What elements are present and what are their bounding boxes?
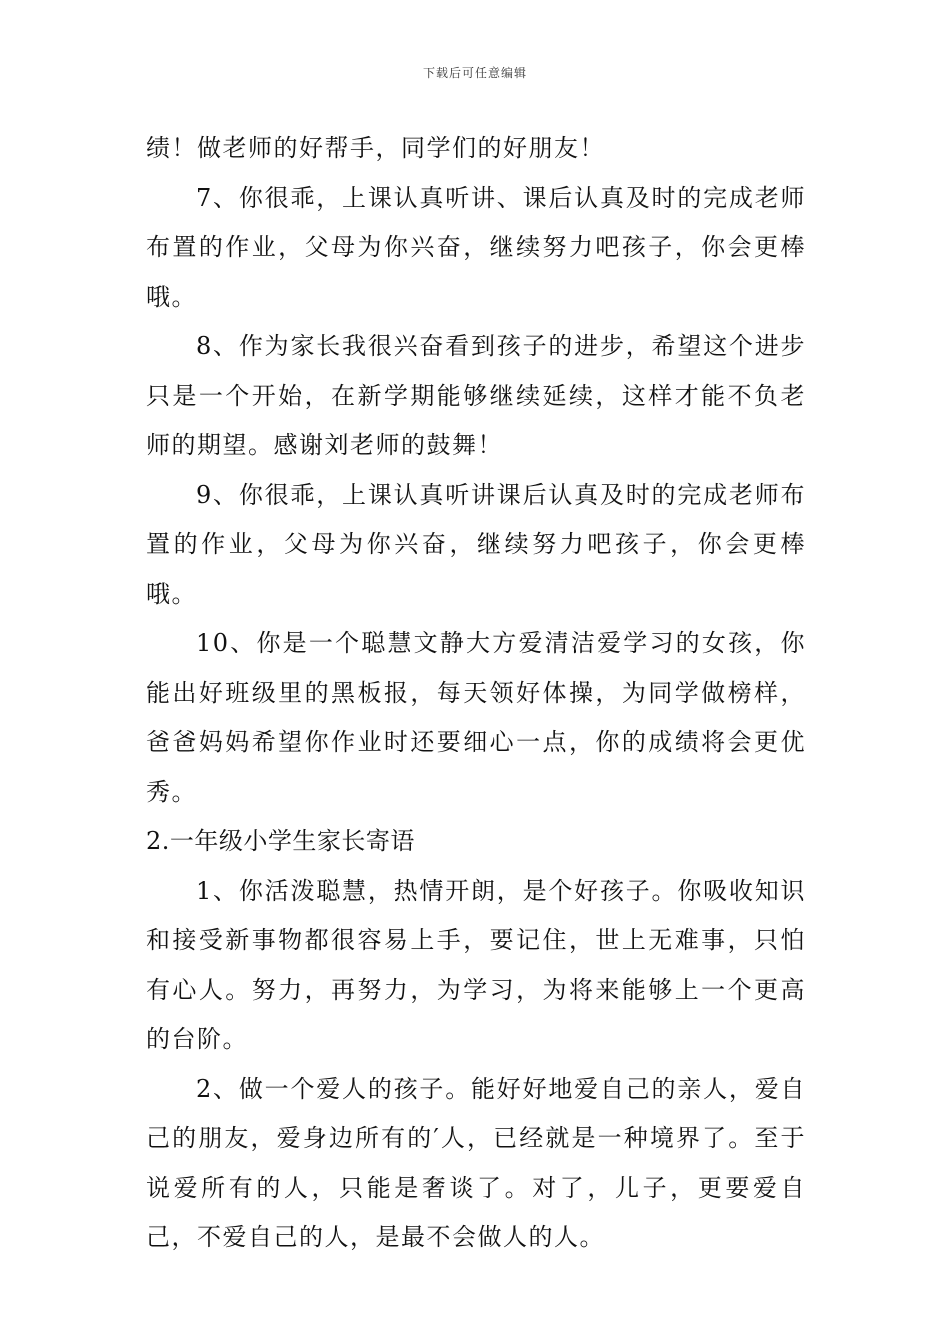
paragraph-item-9: 9、你很乖，上课认真听讲课后认真及时的完成老师布置的作业，父母为你兴奋，继续努力吧孩子，你会更棒哦。 bbox=[146, 480, 806, 608]
page-header: 下载后可任意编辑 bbox=[422, 66, 527, 80]
section-paragraph-item-1: 1、你活泼聪慧，热情开朗，是个好孩子。你吸收知识和接受新事物都很容易上手，要记住，世上无难事，只怕有心人。努力，再努力，为学习，为将来能够上一个更高的台阶。 bbox=[146, 876, 806, 1053]
section-paragraph-item-2: 2、做一个爱人的孩子。能好好地爱自己的亲人，爱自己的朋友，爱身边所有的′人，已经就是一种境界了。至于说爱所有的人，只能是奢谈了。对了，儿子，更要爱自己，不爱自己的人，是最不会做人的人。 bbox=[146, 1074, 806, 1251]
document-body bbox=[146, 124, 806, 1263]
section-title: 2.一年级小学生家长寄语 bbox=[146, 827, 415, 855]
paragraph-item-7: 7、你很乖，上课认真听讲、课后认真及时的完成老师布置的作业，父母为你兴奋，继续努力吧孩子，你会更棒哦。 bbox=[146, 183, 806, 311]
paragraph-continuation: 绩！做老师的好帮手，同学们的好朋友！ bbox=[146, 134, 605, 162]
paragraph-item-10: 10、你是一个聪慧文静大方爱清洁爱学习的女孩，你能出好班级里的黑板报，每天领好体操，为同学做榜样，爸爸妈妈希望你作业时还要细心一点，你的成绩将会更优秀。 bbox=[146, 629, 806, 806]
paragraph-item-8: 8、作为家长我很兴奋看到孩子的进步，希望这个进步只是一个开始，在新学期能够继续延续，这样才能不负老师的期望。感谢刘老师的鼓舞！ bbox=[146, 332, 806, 459]
